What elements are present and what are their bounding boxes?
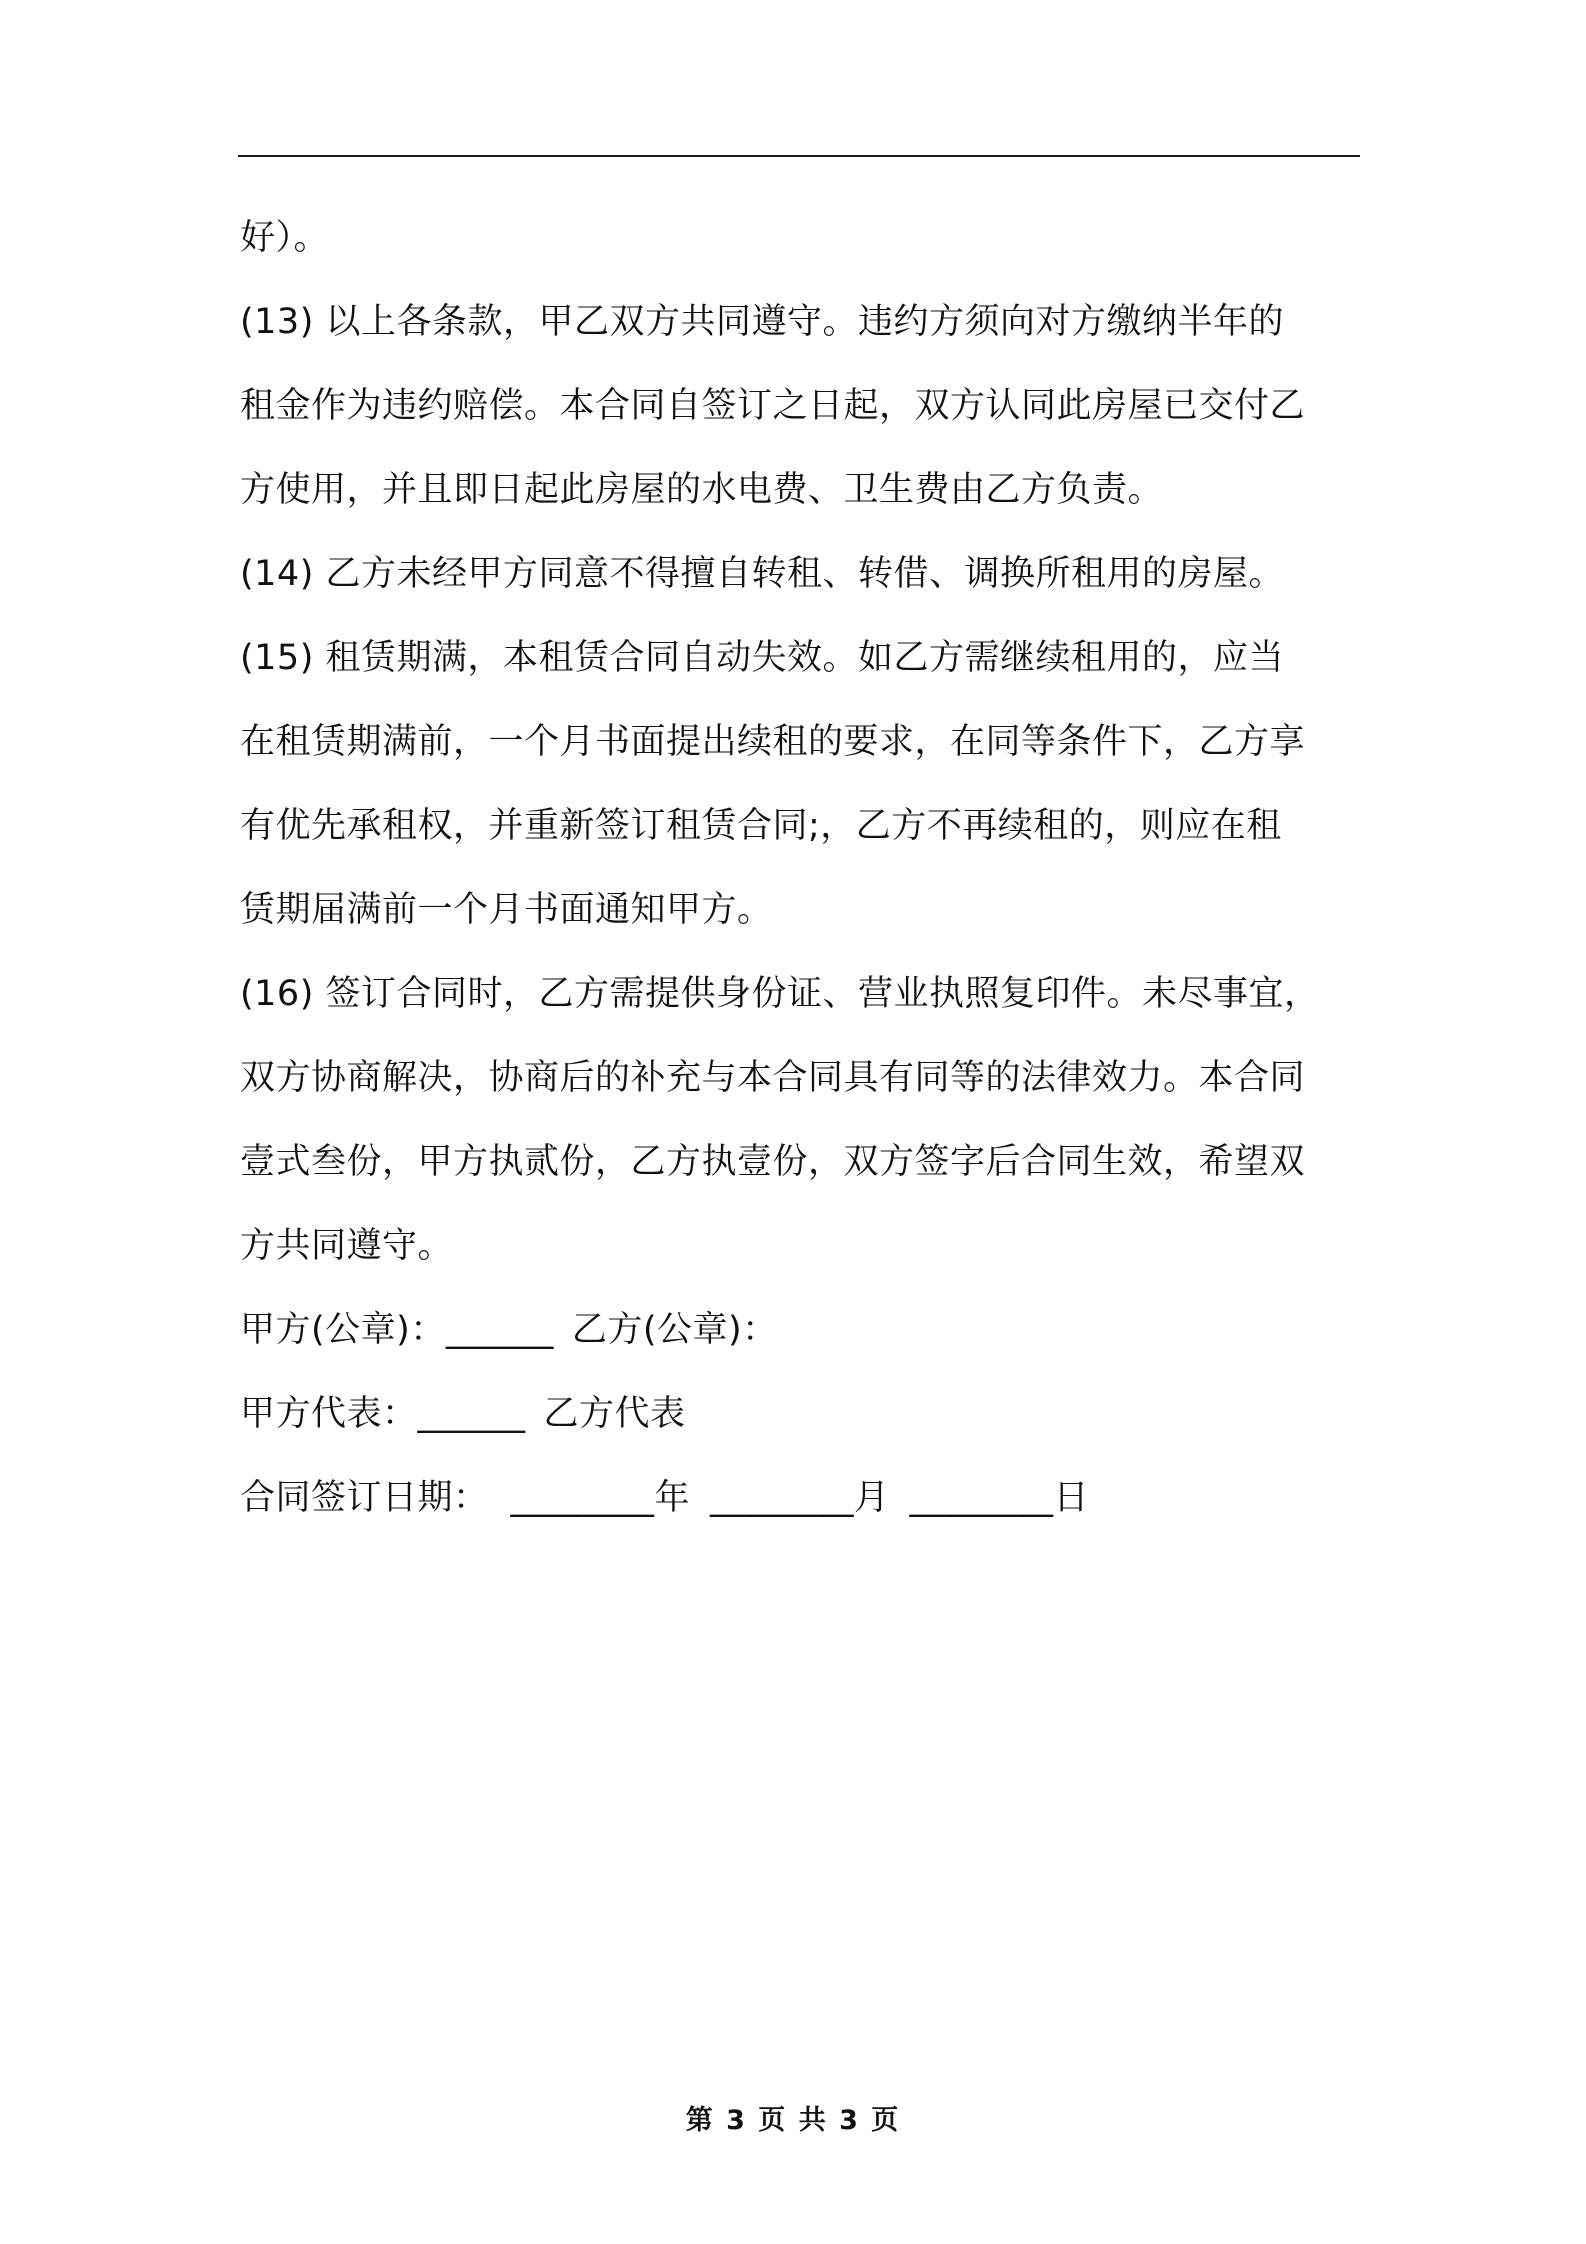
body-line: 租金作为违约赔偿。本合同自签订之日起，双方认同此房屋已交付乙 [240,386,1306,426]
day-blank: ________ [909,1478,1054,1518]
party-a-seal-label: 甲方(公章)： [240,1310,446,1350]
body-line: 好）。 [240,218,330,258]
clause-16-line: (16) 签订合同时，乙方需提供身份证、营业执照复印件。未尽事宜， [240,974,1320,1014]
body-line: 壹式叁份，甲方执贰份，乙方执壹份，双方签字后合同生效，希望双 [240,1142,1306,1182]
body-line: 方使用，并且即日起此房屋的水电费、卫生费由乙方负责。 [240,470,1164,510]
contract-body [240,196,1360,1540]
party-a-rep-label: 甲方代表： [240,1394,418,1434]
signing-date-row [240,1456,1360,1540]
month-blank: ________ [710,1478,855,1518]
year-label: 年 [654,1478,691,1518]
party-b-rep-label: 乙方代表 [543,1394,686,1434]
representative-row [240,1372,1360,1456]
clause-13-line: (13) 以上各条款，甲乙双方共同遵守。违约方须向对方缴纳半年的 [240,302,1284,342]
month-label: 月 [854,1478,890,1518]
day-label: 日 [1053,1478,1090,1518]
clause-14-line: (14) 乙方未经甲方同意不得擅自转租、转借、调换所租用的房屋。 [240,554,1284,594]
page-number: 第 3 页 共 3 页 [685,2105,901,2136]
body-line: 双方协商解决，协商后的补充与本合同具有同等的法律效力。本合同 [240,1058,1306,1098]
party-b-seal-label: 乙方(公章)： [571,1310,778,1350]
body-line: 有优先承租权，并重新签订租赁合同;，乙方不再续租的，则应在租 [240,806,1282,846]
header-rule [238,155,1360,157]
body-line: 赁期届满前一个月书面通知甲方。 [240,890,773,930]
body-line: 方共同遵守。 [240,1226,454,1266]
party-a-rep-blank: ______ [417,1394,526,1434]
body-line: 在租赁期满前，一个月书面提出续租的要求，在同等条件下，乙方享 [240,722,1306,762]
seal-signature-row [240,1288,1360,1372]
year-blank: ________ [510,1478,655,1518]
clause-15-line: (15) 租赁期满，本租赁合同自动失效。如乙方需继续租用的，应当 [240,638,1284,678]
date-label: 合同签订日期： [240,1478,489,1518]
party-a-seal-blank: ______ [445,1310,554,1350]
